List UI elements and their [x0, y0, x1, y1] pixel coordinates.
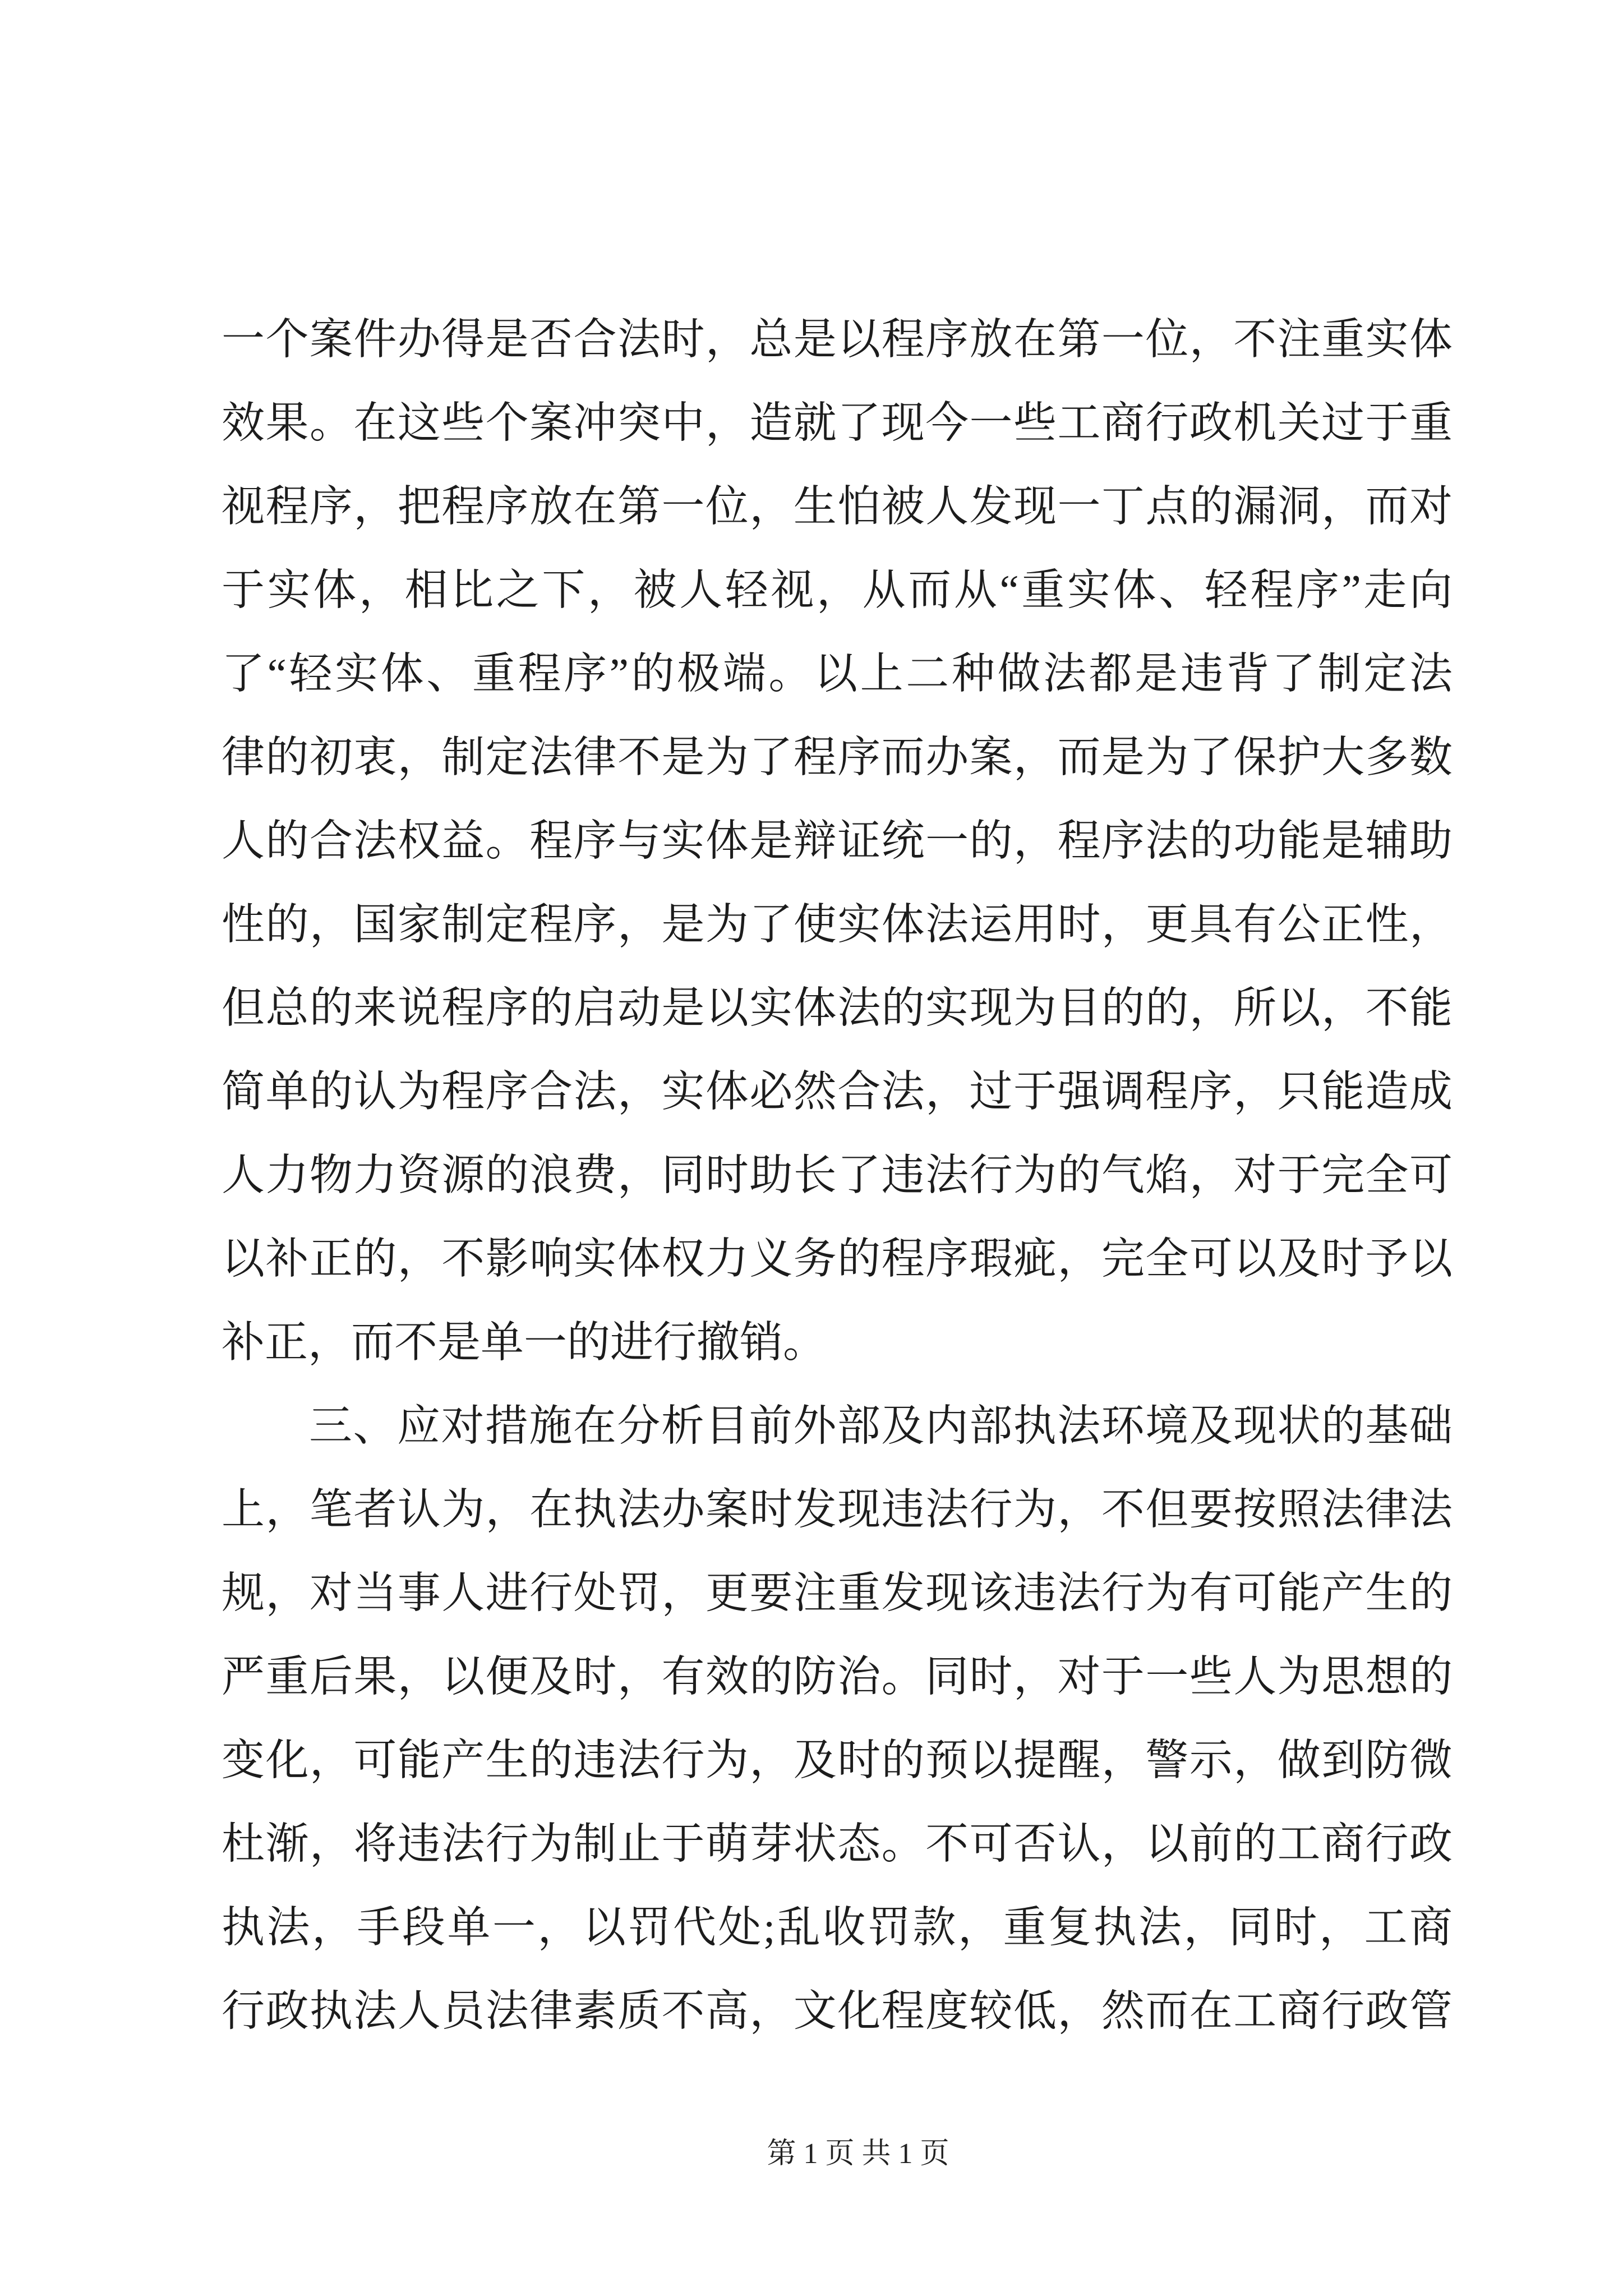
text-line: 杜渐，将违法行为制止于萌芽状态。不可否认，以前的工商行政	[222, 1820, 1453, 1868]
text-line: 性的，国家制定程序，是为了使实体法运用时，更具有公正性，	[222, 900, 1453, 949]
text-line: 执法，手段单一，以罚代处;乱收罚款，重复执法，同时，工商	[222, 1903, 1453, 1952]
text-line: 严重后果，以便及时，有效的防治。同时，对于一些人为思想的	[222, 1653, 1453, 1701]
page-footer: 第 1 页 共 1 页	[767, 2138, 949, 2170]
text-line: 行政执法人员法律素质不高，文化程度较低，然而在工商行政管	[222, 1987, 1453, 2035]
text-line: 人的合法权益。程序与实体是辩证统一的，程序法的功能是辅助	[222, 817, 1453, 865]
text-line: 以补正的，不影响实体权力义务的程序瑕疵，完全可以及时予以	[222, 1235, 1453, 1283]
text-line: 效果。在这些个案冲突中，造就了现今一些工商行政机关过于重	[222, 399, 1453, 447]
text-line: 了“轻实体、重程序”的极端。以上二种做法都是违背了制定法	[222, 650, 1453, 698]
text-line: 变化，可能产生的违法行为，及时的预以提醒，警示，做到防微	[222, 1736, 1453, 1784]
text-line: 视程序，把程序放在第一位，生怕被人发现一丁点的漏洞，而对	[222, 482, 1453, 531]
text-line: 于实体，相比之下，被人轻视，从而从“重实体、轻程序”走向	[222, 566, 1453, 614]
text-line: 上，笔者认为，在执法办案时发现违法行为，不但要按照法律法	[222, 1485, 1453, 1534]
text-line: 规，对当事人进行处罚，更要注重发现该违法行为有可能产生的	[222, 1569, 1453, 1617]
text-line: 三、应对措施在分析目前外部及内部执法环境及现状的基础	[309, 1402, 1453, 1450]
text-line: 一个案件办得是否合法时，总是以程序放在第一位，不注重实体	[222, 315, 1453, 364]
text-line: 但总的来说程序的启动是以实体法的实现为目的的，所以，不能	[222, 984, 1453, 1032]
text-line: 律的初衷，制定法律不是为了程序而办案，而是为了保护大多数	[222, 733, 1453, 781]
text-line: 人力物力资源的浪费，同时助长了违法行为的气焰，对于完全可	[222, 1151, 1453, 1199]
text-line: 简单的认为程序合法，实体必然合法，过于强调程序，只能造成	[222, 1068, 1453, 1116]
text-line: 补正，而不是单一的进行撤销。	[222, 1318, 826, 1366]
